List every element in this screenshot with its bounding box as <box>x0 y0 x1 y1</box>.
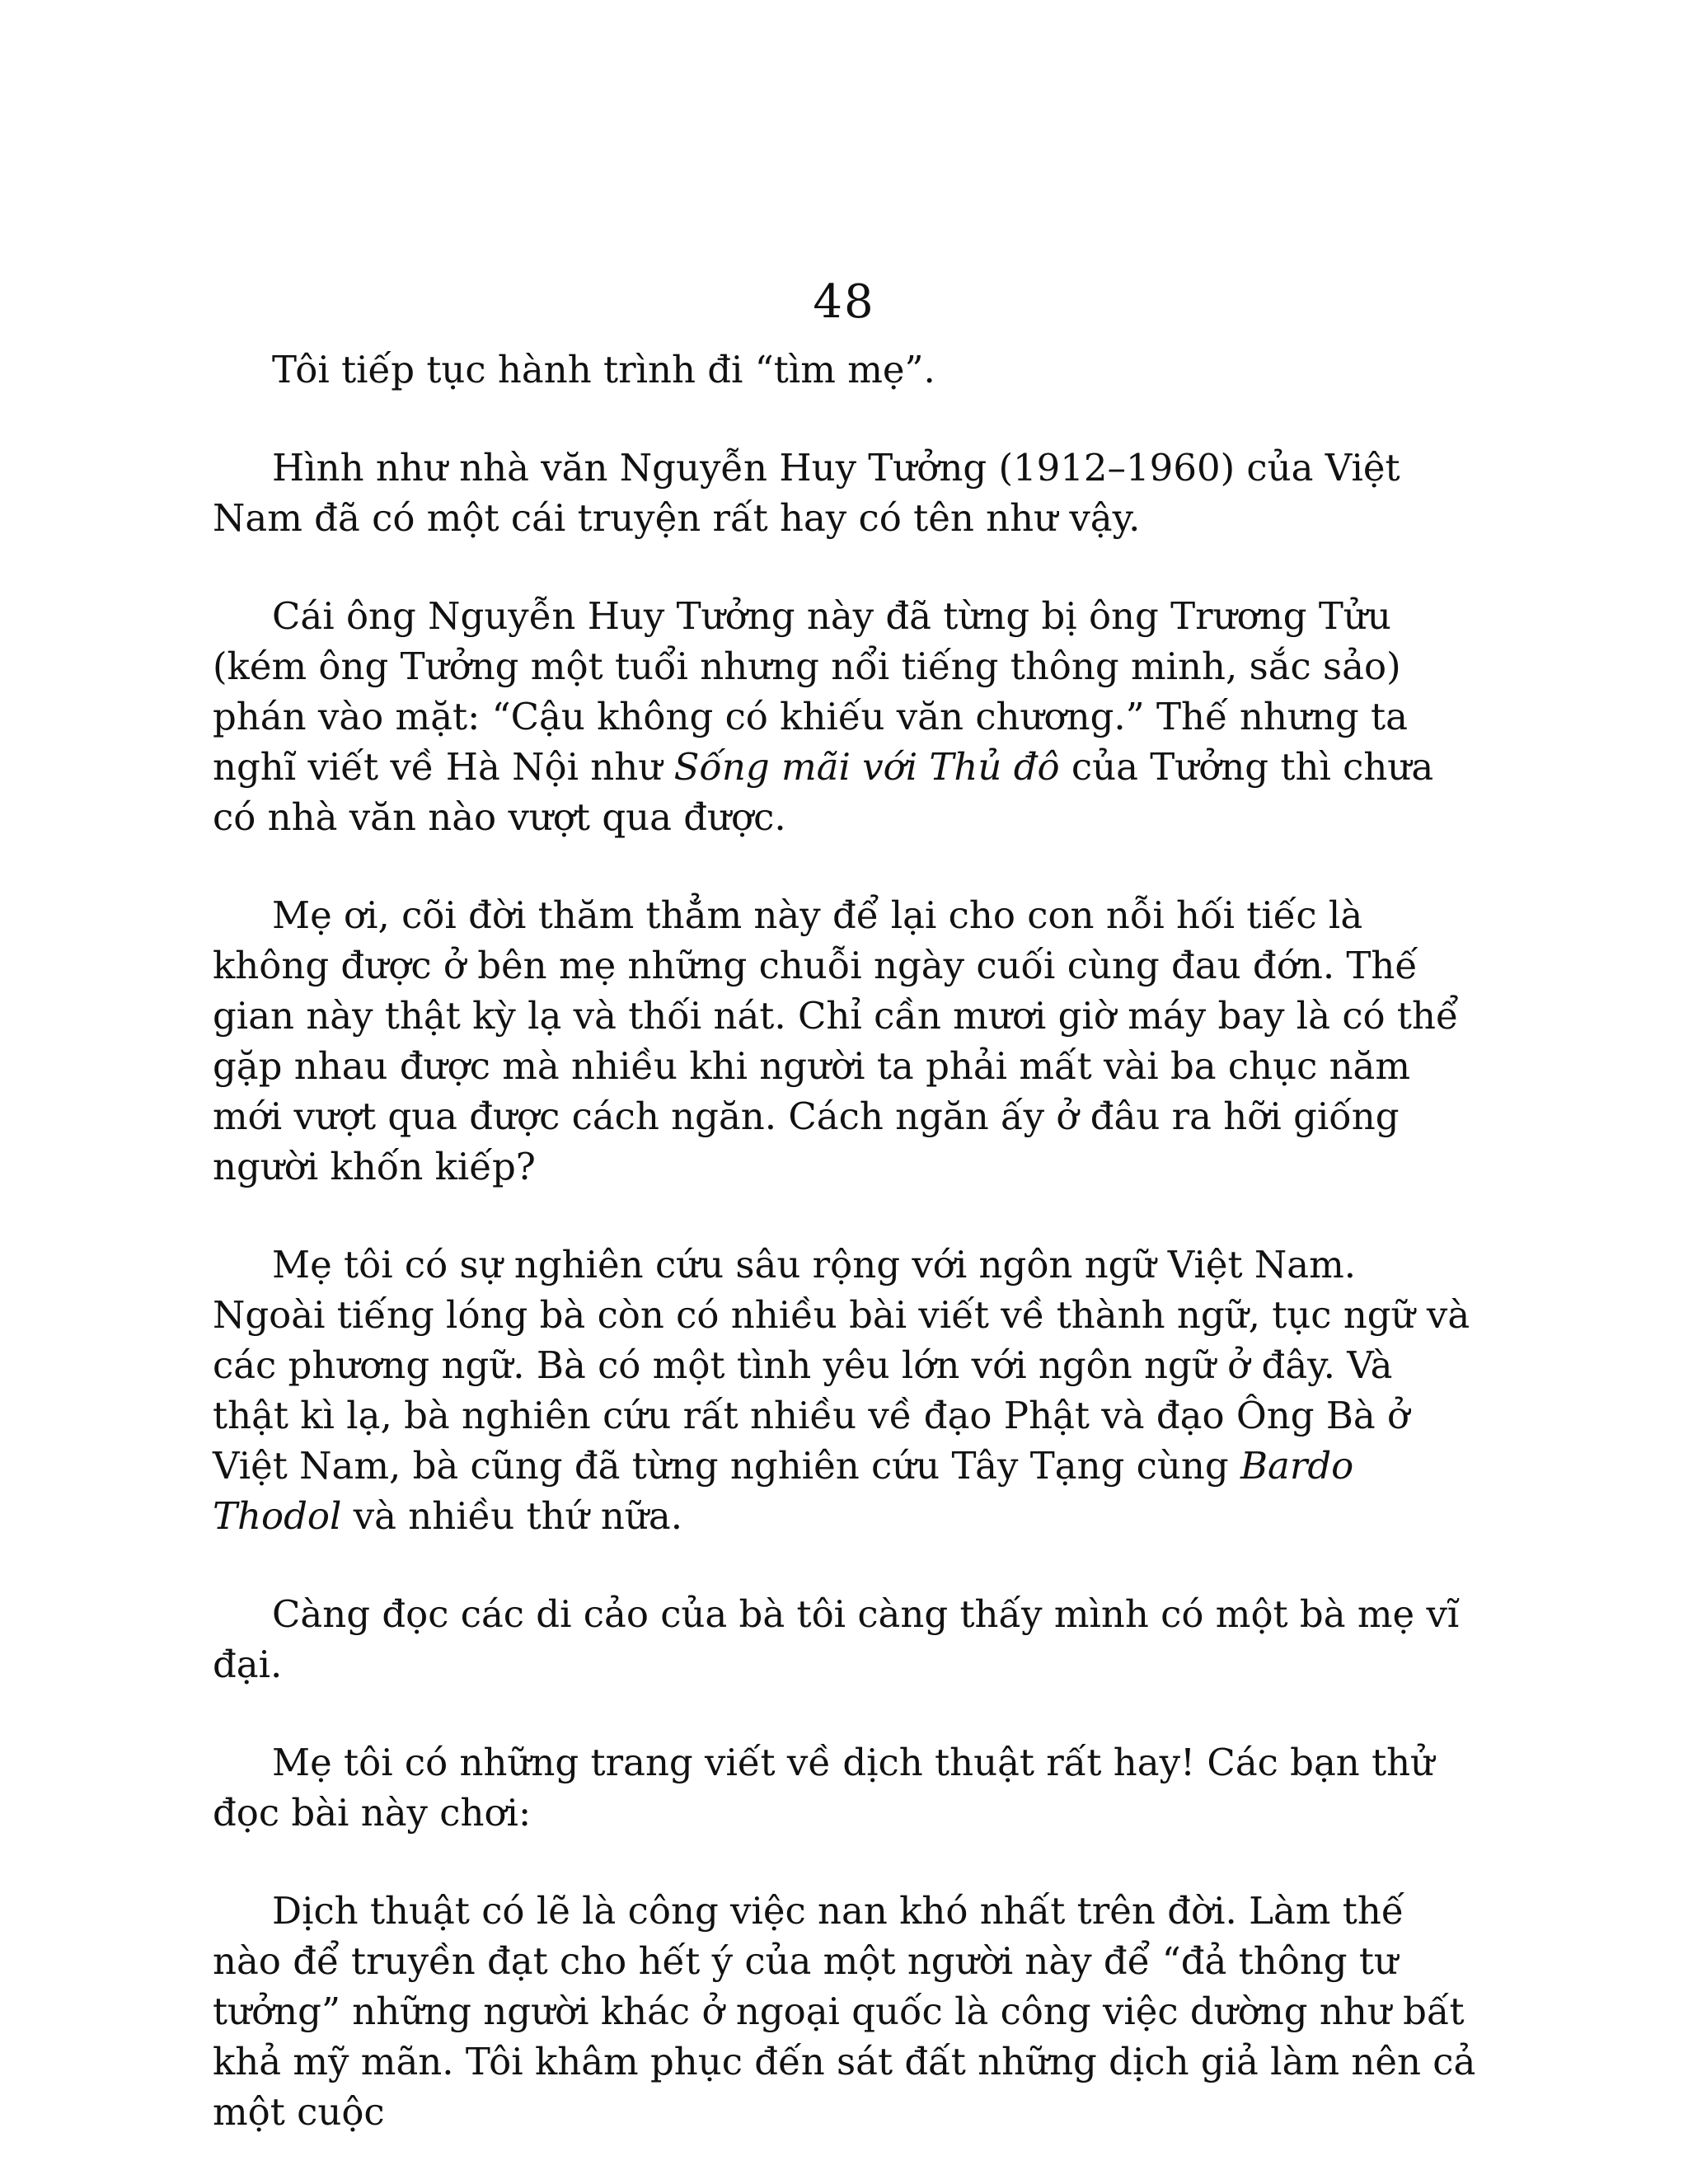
page-number: 48 <box>813 275 875 329</box>
paragraph <box>213 591 1478 842</box>
paragraph <box>213 1240 1478 1541</box>
text-segment: Mẹ tôi có những trang viết về dịch thuật rất hay! Các bạn thử đọc bài này chơi: <box>213 1741 1435 1835</box>
paragraph <box>213 1886 1478 2137</box>
text-segment: Càng đọc các di cảo của bà tôi càng thấy mình có một bà mẹ vĩ đại. <box>213 1592 1460 1686</box>
body-text <box>213 344 1478 2137</box>
paragraph <box>213 890 1478 1192</box>
paragraph <box>213 1737 1478 1838</box>
text-segment: của Tưởng thì chưa có nhà văn nào vượt qua được. <box>213 745 1434 839</box>
text-segment: Cái ông Nguyễn Huy Tưởng này đã từng bị ông Trương Tửu (kém ông Tưởng một tuổi nhưng nổi tiếng thông minh, sắc sảo) phán vào mặt: “Cậu không có khiếu văn chương.” Thế nhưng ta nghĩ viết về Hà Nội như <box>213 594 1408 789</box>
book-title: Sống mãi với Thủ đô <box>673 745 1060 789</box>
paragraph <box>213 344 1478 395</box>
text-segment: Dịch thuật có lẽ là công việc nan khó nhất trên đời. Làm thế nào để truyền đạt cho hết ý của một người này để “đả thông tư tưởng” những người khác ở ngoại quốc là công việc dường như bất khả mỹ mãn. Tôi khâm phục đến sát đất những dịch giả làm nên cả một cuộc <box>213 1889 1476 2134</box>
text-segment: Mẹ ơi, cõi đời thăm thẳm này để lại cho con nỗi hối tiếc là không được ở bên mẹ những chuỗi ngày cuối cùng đau đớn. Thế gian này thật kỳ lạ và thối nát. Chỉ cần mươi giờ máy bay là có thể gặp nhau được mà nhiều khi người ta phải mất vài ba chục năm mới vượt qua được cách ngăn. Cách ngăn ấy ở đâu ra hỡi giống người khốn kiếp? <box>213 893 1459 1188</box>
text-segment: Mẹ tôi có sự nghiên cứu sâu rộng với ngôn ngữ Việt Nam. Ngoài tiếng lóng bà còn có nhiều bài viết về thành ngữ, tục ngữ và các phương ngữ. Bà có một tình yêu lớn với ngôn ngữ ở đây. Và thật kì lạ, bà nghiên cứu rất nhiều về đạo Phật và đạo Ông Bà ở Việt Nam, bà cũng đã từng nghiên cứu Tây Tạng cùng <box>213 1243 1470 1488</box>
paragraph <box>213 1589 1478 1690</box>
book-title: Bardo Thodol <box>213 1444 1354 1538</box>
text-segment: Tôi tiếp tục hành trình đi “tìm mẹ”. <box>272 348 935 391</box>
text-segment: và nhiều thứ nữa. <box>341 1494 683 1538</box>
text-segment: Hình như nhà văn Nguyễn Huy Tưởng (1912–1960) của Việt Nam đã có một cái truyện rất hay có tên như vậy. <box>213 446 1400 540</box>
paragraph <box>213 443 1478 543</box>
